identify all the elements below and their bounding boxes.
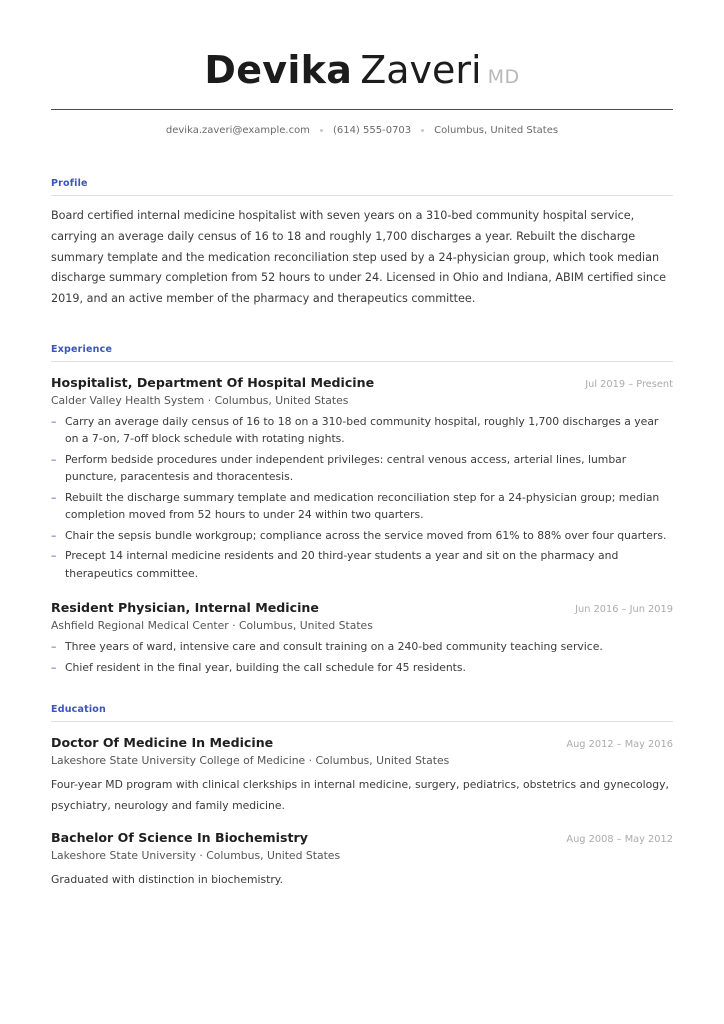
profile-section	[51, 178, 673, 310]
bullet-list	[51, 413, 673, 583]
dash-icon: –	[51, 660, 57, 674]
dash-icon: –	[51, 452, 57, 466]
entry-institution: Lakeshore State University College of Medicine · Columbus, United States	[51, 754, 450, 768]
profile-text: Board certified internal medicine hospitalist with seven years on a 310-bed community hospital service, carrying an average daily census of 16 to 18 and roughly 1,700 discharges a year. Rebuilt the discharge summary template and the medication reconciliation step used by a 24-physician group, which took median discharge summary completion from 52 hours to under 24. Licensed in Ohio and Indiana, ABIM certified since 2019, and an active member of the pharmacy and therapeutics committee.	[51, 209, 666, 306]
dash-icon: –	[51, 640, 57, 654]
dash-icon: –	[51, 528, 57, 542]
bullet-text: Carry an average daily census of 16 to 18 on a 310-bed community hospital, roughly 1,700 discharges a year on a 7-on, 7-off block schedule with rotating nights.	[65, 414, 659, 446]
entry-header	[51, 735, 673, 750]
bullet-item	[51, 547, 673, 582]
name-suffix: MD	[487, 66, 520, 88]
bullet-text: Three years of ward, intensive care and consult training on a 240-bed community teaching service.	[65, 640, 603, 654]
bullet-item	[51, 527, 673, 545]
entry-header	[51, 600, 673, 615]
entry-date: Aug 2012 – May 2016	[566, 739, 673, 751]
contact-phone[interactable]: (614) 555-0703	[332, 125, 412, 136]
last-name: Zaveri	[360, 48, 482, 92]
entry-title: Resident Physician, Internal Medicine	[51, 600, 319, 616]
bullet-item	[51, 451, 673, 486]
bullet-item	[51, 659, 673, 677]
bullet-text: Precept 14 internal medicine residents and 20 third-year students a year and sit on the pharmacy and therapeutics committee.	[65, 549, 619, 580]
contact-location: Columbus, United States	[434, 125, 559, 136]
bullet-item	[51, 413, 673, 448]
name-heading	[51, 0, 673, 94]
bullet-list	[51, 638, 673, 676]
dash-icon: –	[51, 549, 57, 563]
contact-email[interactable]: devika.zaveri@example.com	[165, 125, 310, 136]
entry-organization: Calder Valley Health System · Columbus, United States	[51, 393, 349, 407]
bullet-text: Perform bedside procedures under independent privileges: central venous access, arterial lines, lumbar puncture, paracentesis and thoracentesis.	[65, 452, 627, 484]
section-title-profile: Profile	[51, 178, 673, 196]
entry-title: Bachelor Of Science In Biochemistry	[51, 830, 308, 846]
dash-icon: –	[51, 414, 57, 428]
experience-entry	[51, 600, 673, 676]
experience-section	[51, 344, 673, 677]
bullet-text: Rebuilt the discharge summary template and medication reconciliation step for a 24-physician group; median completion moved from 52 hours to under 24 within two quarters.	[65, 490, 660, 522]
entry-description: Graduated with distinction in biochemistry.	[51, 873, 284, 887]
bullet-text: Chief resident in the final year, building the call schedule for 45 residents.	[65, 660, 466, 674]
bullet-item	[51, 489, 673, 524]
bullet-text: Chair the sepsis bundle workgroup; compliance across the service moved from 61% to 88% over four quarters.	[65, 528, 667, 542]
dash-icon: –	[51, 490, 57, 504]
education-entry	[51, 830, 673, 891]
section-title-experience: Experience	[51, 344, 673, 362]
entry-title: Doctor Of Medicine In Medicine	[51, 735, 274, 751]
entry-date: Jun 2016 – Jun 2019	[575, 604, 673, 616]
education-section	[51, 704, 673, 891]
header-divider	[51, 109, 673, 110]
first-name: Devika	[204, 48, 353, 92]
section-title-education: Education	[51, 704, 673, 722]
entry-institution: Lakeshore State University · Columbus, United States	[51, 849, 341, 863]
bullet-item	[51, 638, 673, 656]
experience-entry	[51, 375, 673, 583]
entry-header	[51, 375, 673, 390]
entry-description: Four-year MD program with clinical clerkships in internal medicine, surgery, pediatrics, obstetrics and gynecology, psychiatry, neurology and family medicine.	[51, 778, 669, 812]
entry-title: Hospitalist, Department Of Hospital Medicine	[51, 374, 375, 390]
entry-date: Jul 2019 – Present	[585, 378, 673, 390]
entry-date: Aug 2008 – May 2012	[566, 834, 673, 846]
entry-organization: Ashfield Regional Medical Center · Columbus, United States	[51, 619, 373, 633]
contact-row	[51, 125, 673, 136]
entry-header	[51, 830, 673, 845]
education-entry	[51, 735, 673, 816]
